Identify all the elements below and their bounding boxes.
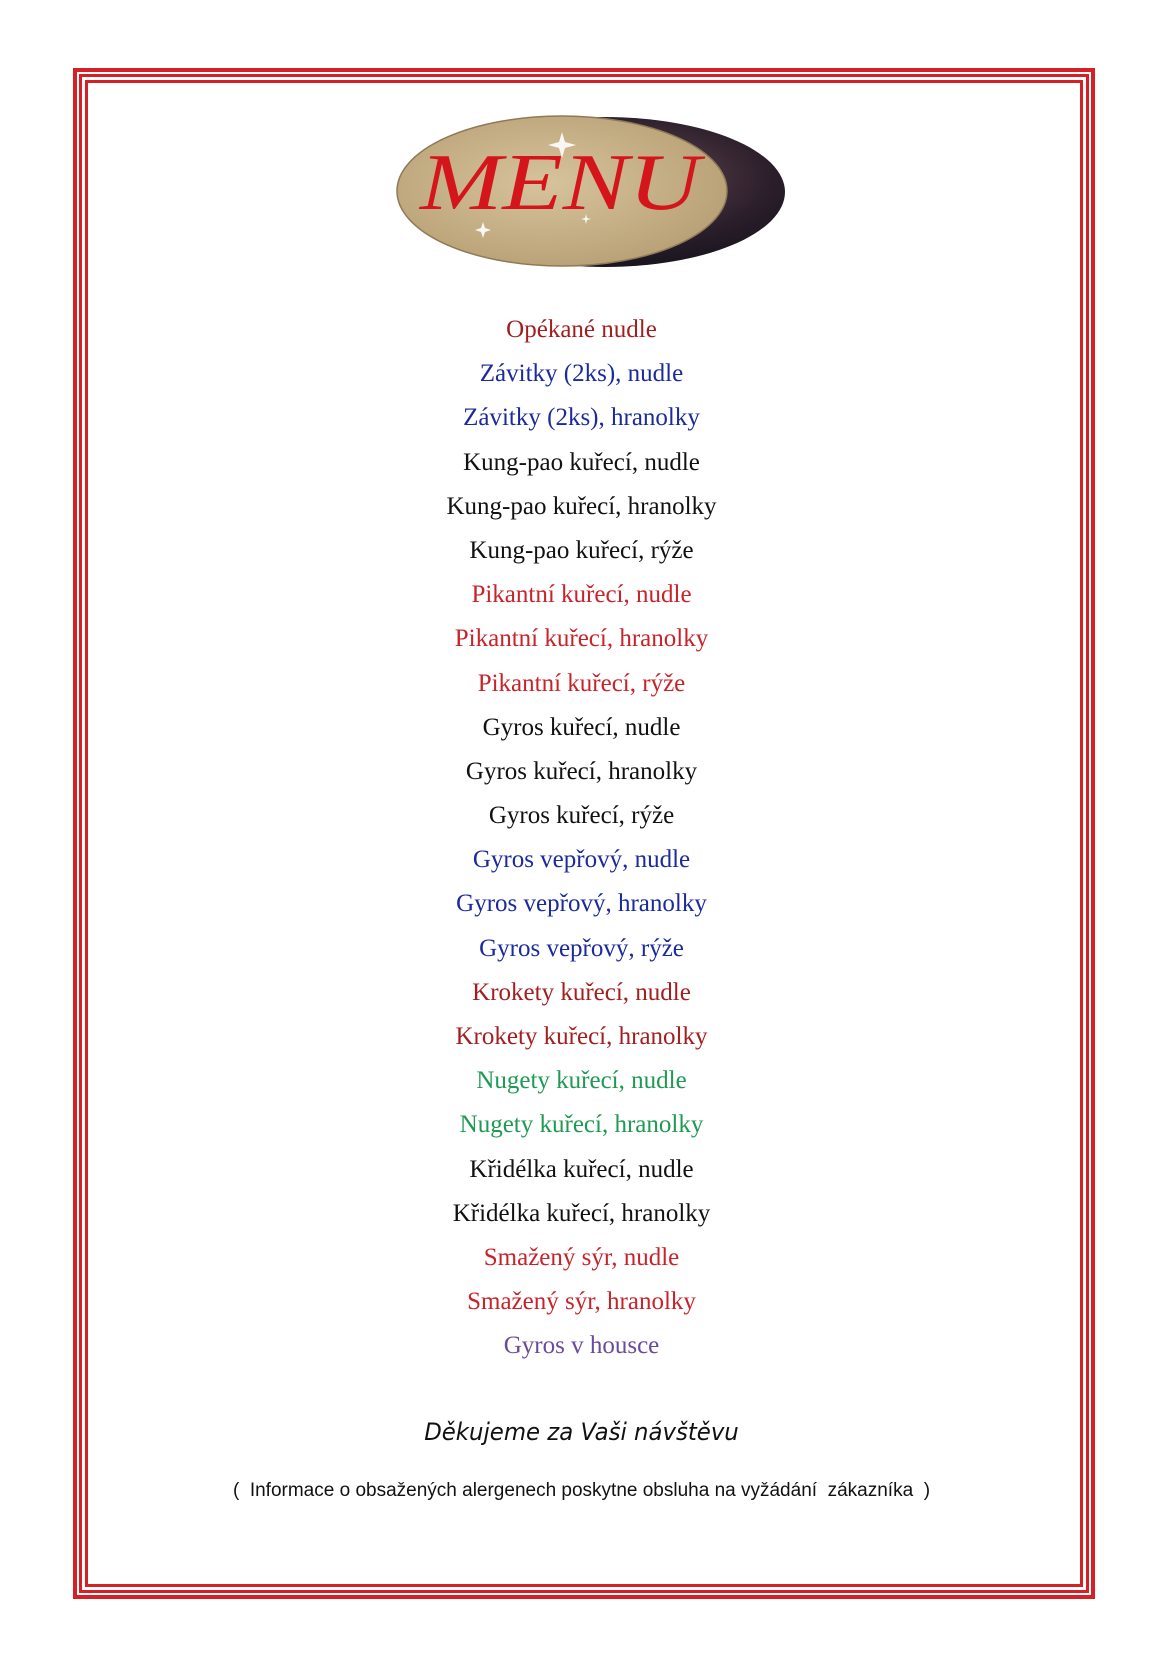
menu-item: Gyros kuřecí, rýže [488,802,675,830]
menu-item: Krokety kuřecí, hranolky [455,1023,708,1050]
menu-item: Pikantní kuřecí, hranolky [454,625,709,653]
menu-item: Gyros v housce [503,1332,660,1360]
menu-item: Nugety kuřecí, nudle [476,1067,687,1095]
menu-item: Kung-pao kuřecí, rýže [469,536,694,564]
menu-item: Gyros vepřový, hranolky [456,890,707,918]
menu-item: Kung-pao kuřecí, nudle [463,448,700,476]
menu-item: Gyros kuřecí, nudle [482,713,681,741]
menu-item: Nugety kuřecí, hranolky [459,1111,704,1139]
menu-item: Smažený sýr, hranolky [467,1288,696,1316]
menu-item: Křidélka kuřecí, hranolky [452,1199,711,1227]
allergen-note: ( Informace o obsažených alergenech poskytne obsluha na vyžádání zákazníka ) [232,1480,931,1501]
menu-item: Pikantní kuřecí, nudle [471,581,692,609]
menu-item: Gyros vepřový, nudle [472,846,691,874]
logo-text: MENU [418,139,707,227]
menu-item: Kung-pao kuřecí, hranolky [446,492,717,520]
menu-item: Opékané nudle [506,316,657,343]
menu-logo [390,104,790,270]
menu-item: Gyros kuřecí, hranolky [465,757,698,785]
menu-item: Závitky (2ks), hranolky [463,404,700,432]
menu-item: Křidélka kuřecí, nudle [469,1155,694,1183]
menu-item: Závitky (2ks), nudle [479,360,684,388]
menu-item: Pikantní kuřecí, rýže [477,669,686,697]
menu-item: Smažený sýr, nudle [483,1243,680,1271]
menu-list [0,308,1163,1369]
thanks-message: Děkujeme za Vaši návštěvu [424,1418,739,1446]
menu-item: Krokety kuřecí, nudle [472,978,691,1006]
menu-item: Gyros vepřový, rýže [479,934,684,962]
